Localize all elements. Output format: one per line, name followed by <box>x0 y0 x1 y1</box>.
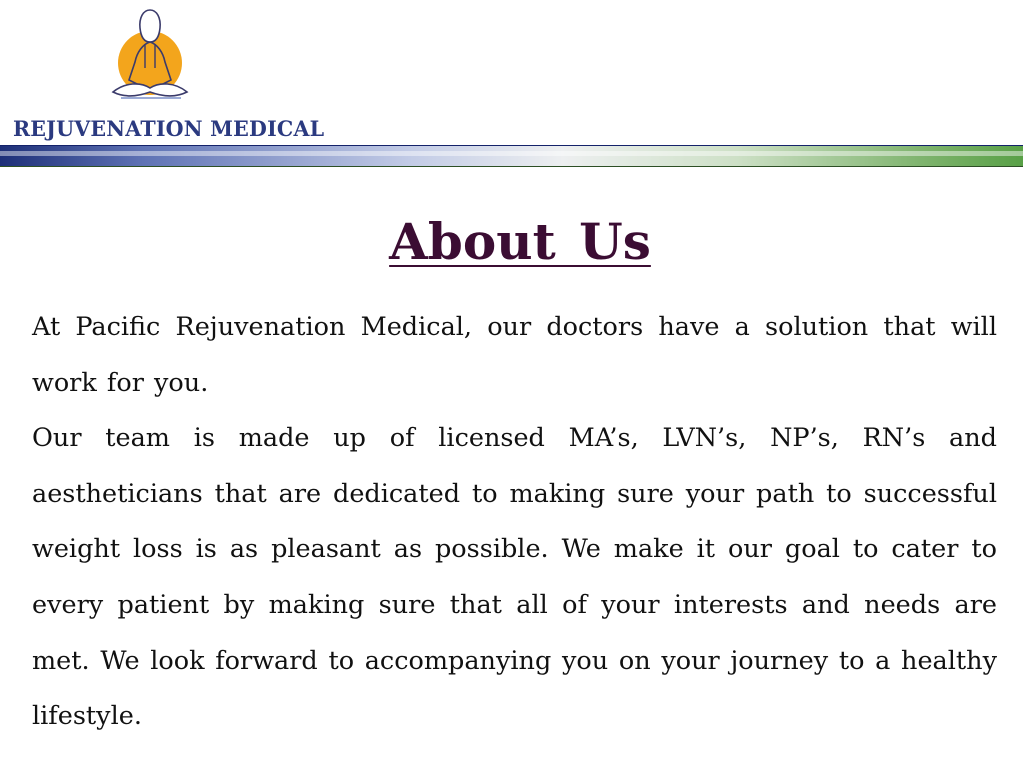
page-title: About Us <box>389 212 651 271</box>
logo <box>10 8 325 141</box>
team-paragraph: Our team is made up of licensed MA’s, LVN’s, NP’s, RN’s and aestheticians that are dedicated to making sure your path to successful weight loss is as pleasant as possible. We make it our goal to cater to every patient by making sure that all of your interests and needs are met. We look forward to accompanying you on your journey to a healthy lifestyle. <box>32 423 997 732</box>
logo-wordmark: REJUVENATION MEDICAL <box>13 116 325 141</box>
header-divider-bar <box>0 145 1023 167</box>
meditating-figure-icon <box>105 8 205 104</box>
about-content <box>32 300 997 745</box>
intro-paragraph: At Pacific Rejuvenation Medical, our doctors have a solution that will work for you. <box>32 312 997 398</box>
